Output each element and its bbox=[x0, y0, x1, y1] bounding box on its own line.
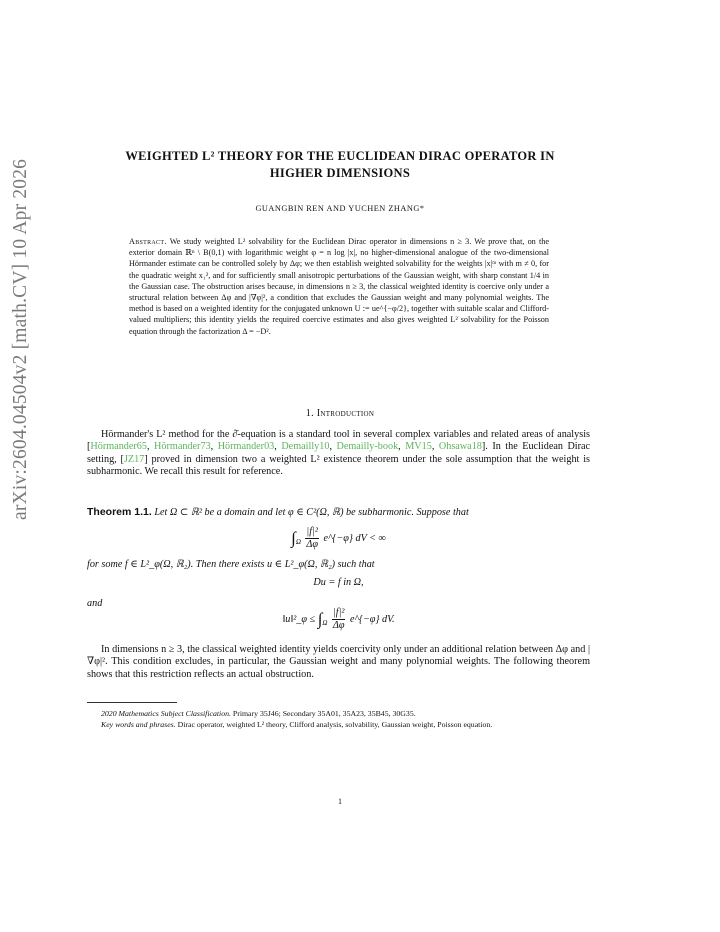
integral-sign: ∫ bbox=[317, 609, 323, 629]
fraction-numerator: |f|² bbox=[332, 607, 345, 618]
citation-link[interactable]: Hörmander03 bbox=[217, 441, 275, 453]
footnote-msc bbox=[87, 709, 590, 720]
title-line-1: WEIGHTED L² THEORY FOR THE EUCLIDEAN DIRAC OPERATOR IN bbox=[125, 149, 555, 163]
equation-integral-condition bbox=[87, 526, 590, 551]
section-number: 1. bbox=[305, 408, 314, 419]
domain-subscript: Ω bbox=[322, 618, 328, 627]
fraction-numerator: |f|² bbox=[306, 526, 318, 537]
theorem-continuation: for some f ∈ L²_φ(Ω, ℝ₂). Then there exists u ∈ L²_φ(Ω, ℝ₂) such that bbox=[87, 559, 375, 570]
equation-estimate bbox=[87, 607, 590, 632]
integral-sign: ∫ bbox=[291, 528, 296, 548]
intro-paragraph: Hörmander's L² method for the ∂̄-equation is a standard tool in several complex variables and related areas of analysis [Hörmander65, Hörmander73, Hörmander03, Demailly10, Demailly-book, MV15, Ohsawa18]. In the Euclidean Dirac setting, [JZ17] proved in dimension two a weighted L² existence theorem under the sole assumption that the weight is subharmonic. We recall this result for reference. bbox=[87, 429, 591, 478]
citation-link[interactable]: Hörmander73 bbox=[154, 441, 211, 453]
citation-link[interactable]: Hörmander65 bbox=[90, 441, 147, 453]
msc-label: 2020 Mathematics Subject Classification. bbox=[101, 709, 231, 718]
theorem-text: Let Ω ⊂ ℝ² be a domain and let φ ∈ C²(Ω, ℝ) be subharmonic. Suppose that bbox=[154, 507, 469, 518]
equation-dirac: Du = f in Ω, bbox=[313, 577, 364, 588]
fraction-denominator: Δφ bbox=[332, 620, 345, 631]
citation-link[interactable]: MV15 bbox=[405, 441, 432, 453]
intro-lead: Hörmander's L² method for the ∂̄-equation is a standard tool in several complex variables and related areas of analysis [ bbox=[87, 429, 590, 453]
intro-mid: ]. In the Euclidean Dirac setting, [ bbox=[87, 441, 591, 465]
msc-codes: Primary 35J46; Secondary 35A01, 35A23, 35B45, 30G35. bbox=[232, 709, 416, 718]
citation-link[interactable]: Demailly-book bbox=[336, 441, 399, 453]
intro-tail: ] proved in dimension two a weighted L² existence theorem under the sole assumption that the weight is subharmonic. We recall this result for reference. bbox=[87, 453, 590, 478]
authors: GUANGBIN REN AND YUCHEN ZHANG* bbox=[255, 204, 425, 213]
theorem-label: Theorem 1.1. bbox=[87, 506, 152, 518]
equation-tail: e^{−φ} dV < ∞ bbox=[323, 532, 386, 544]
fraction bbox=[305, 526, 319, 551]
domain-subscript: Ω bbox=[295, 537, 301, 546]
section-heading bbox=[90, 408, 590, 419]
citation-link[interactable]: Ohsawa18 bbox=[438, 441, 482, 453]
abstract-label: Abstract. bbox=[129, 237, 167, 246]
page-number: 1 bbox=[338, 797, 342, 806]
fraction-denominator: Δφ bbox=[306, 539, 318, 550]
citation-link[interactable]: JZ17 bbox=[123, 453, 145, 465]
theorem-and: and bbox=[87, 598, 103, 609]
abstract-text: We study weighted L² solvability for the Euclidean Dirac operator in dimensions n ≥ 3. We prove that, on the exterior domain ℝⁿ \ B(0,1) with logarithmic weight φ = n log |x|, no higher-dimensional analogue of the two-dimensional Hörmander estimate can be controlled solely by Δφ; we then establish weighted solvability for the weights |x|ᵐ with m ≠ 0, for the quadratic weight x₁², and for sufficiently small anisotropic perturbations of the Gaussian weight, with sharp constant 1/4 in the Gaussian case. The obstruction arises because, in dimensions n ≥ 3, the classical weighted identity is coercive only under a structural relation between Δφ and |∇φ|², a condition that excludes the Gaussian weight and many polynomial weights. The method is based on a weighted identity for the conjugated unknown U := ue^{−φ/2}, together with suitable scalar and Clifford-valued multipliers; this identity yields the required coercive estimates and also gives weighted L² solvability for the Poisson equation through the factorization Δ = −D². bbox=[129, 237, 549, 336]
arxiv-stamp: arXiv:2604.04504v2 [math.CV] 10 Apr 2026 bbox=[10, 158, 31, 520]
theorem-statement bbox=[87, 506, 590, 519]
abstract bbox=[129, 236, 549, 337]
section-title: Introduction bbox=[316, 408, 375, 419]
footnote-keywords bbox=[87, 720, 590, 731]
keywords-text: Dirac operator, weighted L² theory, Clifford analysis, solvability, Gaussian weight, Poisson equation. bbox=[177, 720, 493, 729]
equation-lead: ‖u‖²_φ ≤ bbox=[282, 613, 316, 625]
footnote-rule bbox=[87, 702, 177, 703]
equation-tail: e^{−φ} dV. bbox=[350, 613, 395, 625]
paragraph-obstruction: In dimensions n ≥ 3, the classical weighted identity yields coercivity only under an additional relation between Δφ and |∇φ|². This condition excludes, in particular, the Gaussian weight and many polynomial weights. The following theorem shows that this restriction reflects an actual obstruction. bbox=[87, 644, 590, 680]
fraction bbox=[332, 607, 346, 632]
paper-title bbox=[90, 148, 590, 182]
citation-link[interactable]: Demailly10 bbox=[281, 441, 330, 453]
keywords-label: Key words and phrases. bbox=[101, 720, 176, 729]
title-line-2: HIGHER DIMENSIONS bbox=[269, 166, 411, 180]
